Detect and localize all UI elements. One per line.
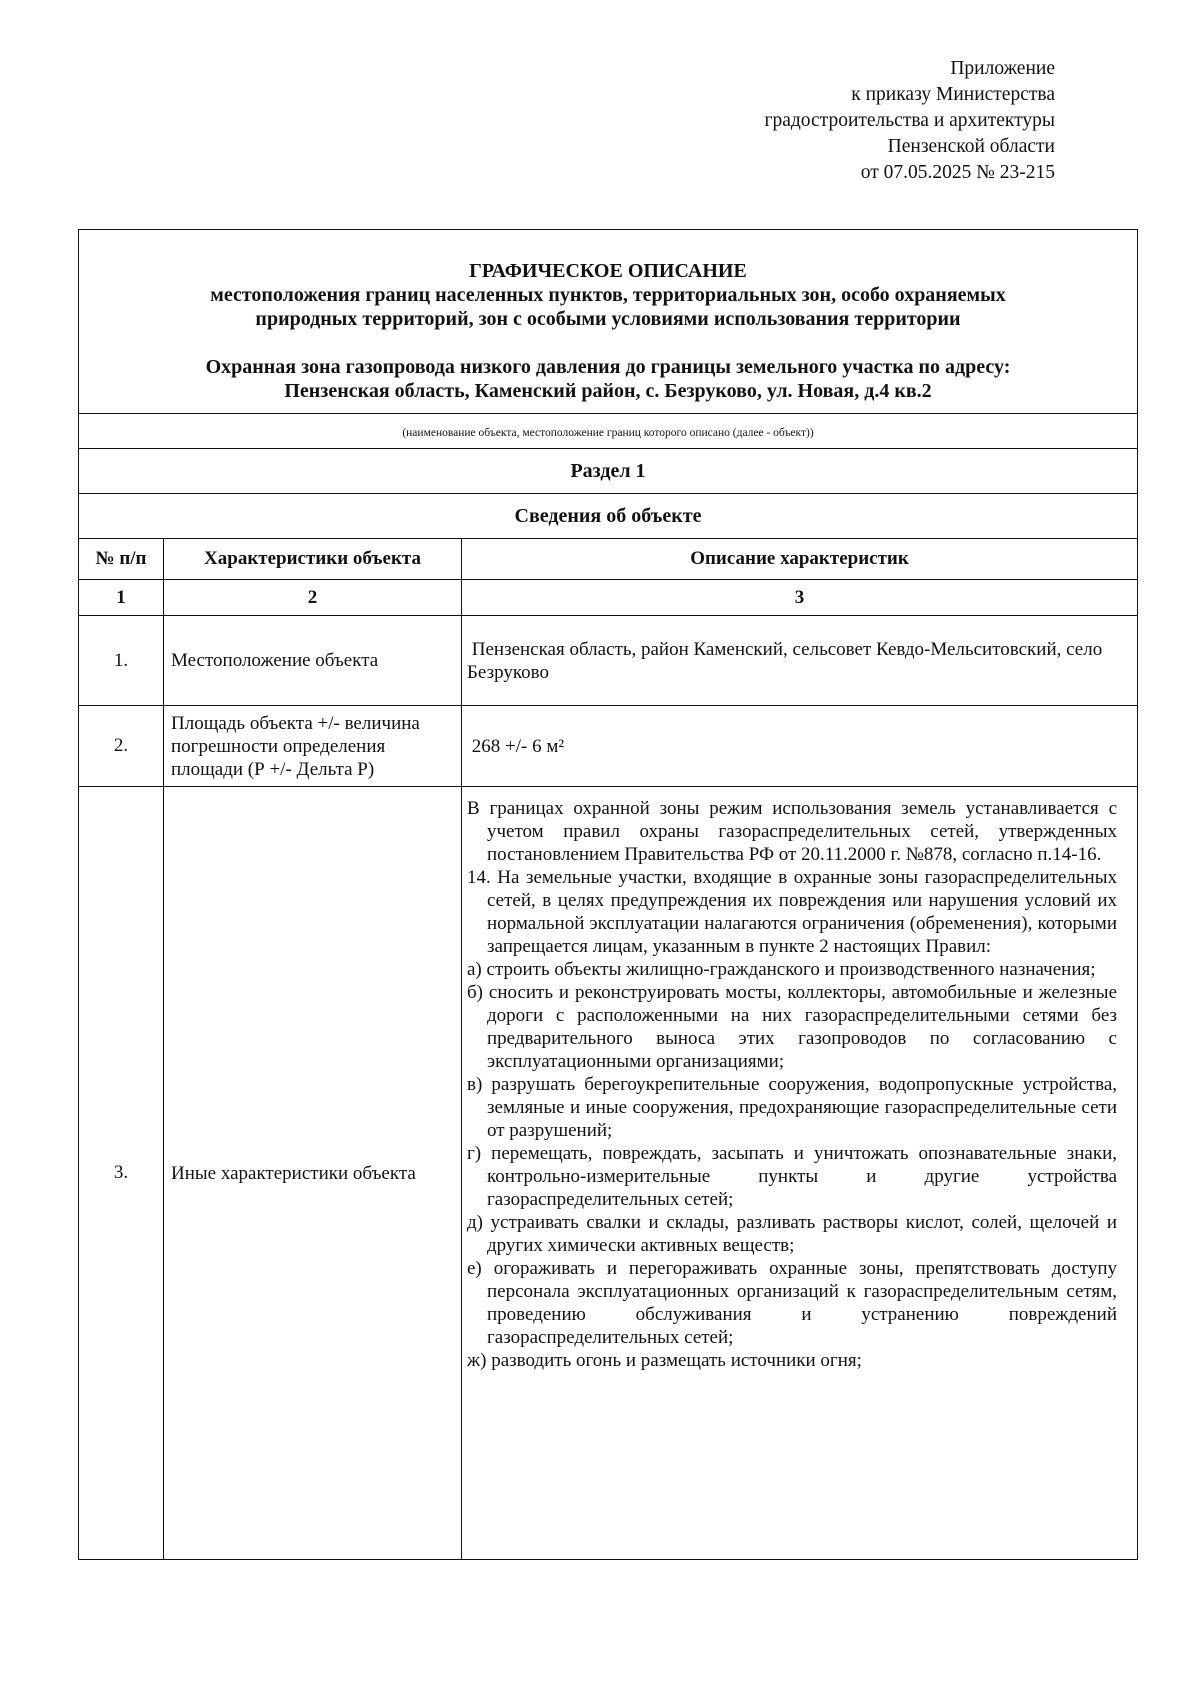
appendix-line: к приказу Министерства xyxy=(851,84,1055,105)
row-characteristic: Местоположение объекта xyxy=(164,616,462,706)
row-number: 2. xyxy=(79,706,164,787)
table-row xyxy=(79,706,1138,787)
column-number: 3 xyxy=(462,580,1138,616)
object-note: (наименование объекта, местоположение границ которого описано (далее - объект)) xyxy=(79,414,1138,449)
restriction-paragraph: е) огораживать и перегораживать охранные зоны, препятствовать доступу персонала эксплуатационных организаций к газораспределительным сетям, проведению обслуживания и устранению повреждений газораспределительных сетей; xyxy=(467,1258,1117,1348)
document-subtitle-line: природных территорий, зон с особыми условиями использования территории xyxy=(255,308,961,330)
appendix-line: градостроительства и архитектуры xyxy=(764,110,1055,131)
restriction-paragraph: 14. На земельные участки, входящие в охранные зоны газораспределительных сетей, в целях предупреждения их повреждения или нарушения условий их нормальной эксплуатации налагаются ограничения (обременения), которыми запрещается лицам, указанным в пункте 2 настоящих Правил: xyxy=(467,867,1117,957)
column-number: 1 xyxy=(79,580,164,616)
appendix-line: Приложение xyxy=(950,58,1055,79)
restriction-paragraph: В границах охранной зоны режим использования земель устанавливается с учетом правил охраны газораспределительных сетей, утвержденных постановлением Правительства РФ от 20.11.2000 г. №878, согласно п.14-16. xyxy=(467,798,1117,865)
restriction-paragraph: б) сносить и реконструировать мосты, коллекторы, автомобильные и железные дороги с расположенными на них газораспределительными сетями без предварительного выноса этих газопроводов по согласованию с эксплуатационными организациями; xyxy=(467,982,1117,1072)
column-number-row xyxy=(79,580,1138,616)
table-row xyxy=(79,616,1138,706)
section-subtitle: Сведения об объекте xyxy=(79,494,1138,539)
appendix-line: Пензенской области xyxy=(887,136,1055,157)
row-description xyxy=(462,787,1138,1560)
column-number: 2 xyxy=(164,580,462,616)
document-subtitle-line: местоположения границ населенных пунктов, территориальных зон, особо охраняемых xyxy=(210,284,1006,306)
row-characteristic: Площадь объекта +/- величина погрешности определения площади (Р +/- Дельта Р) xyxy=(164,706,462,787)
description-table xyxy=(78,229,1138,1560)
table-row xyxy=(79,787,1138,1560)
appendix-line: от 07.05.2025 № 23-215 xyxy=(860,162,1055,183)
row-characteristic: Иные характеристики объекта xyxy=(164,787,462,1560)
restriction-paragraph: а) строить объекты жилищно-гражданского и производственного назначения; xyxy=(467,959,1096,980)
row-number: 3. xyxy=(79,787,164,1560)
restriction-paragraph: в) разрушать берегоукрепительные сооружения, водопропускные устройства, земляные и иные сооружения, предохраняющие газораспределительные сети от разрушений; xyxy=(467,1074,1117,1141)
object-name-line: Пензенская область, Каменский район, с. Безруково, ул. Новая, д.4 кв.2 xyxy=(284,380,932,402)
restriction-paragraph: ж) разводить огонь и размещать источники огня; xyxy=(467,1350,862,1371)
row-number: 1. xyxy=(79,616,164,706)
column-header-description: Описание характеристик xyxy=(462,539,1138,580)
appendix-block xyxy=(764,56,1055,186)
column-header-number: № п/п xyxy=(79,539,164,580)
restriction-paragraph: г) перемещать, повреждать, засыпать и уничтожать опознавательные знаки, контрольно-измерительные пункты и другие устройства газораспределительных сетей; xyxy=(467,1143,1117,1210)
section-title: Раздел 1 xyxy=(79,449,1138,494)
object-name-line: Охранная зона газопровода низкого давления до границы земельного участка по адресу: xyxy=(205,356,1011,378)
document-title: ГРАФИЧЕСКОЕ ОПИСАНИЕ xyxy=(469,260,747,282)
row-description: 268 +/- 6 м² xyxy=(462,706,1138,787)
column-header-row xyxy=(79,539,1138,580)
document-header xyxy=(79,230,1138,414)
row-description: Пензенская область, район Каменский, сельсовет Кевдо-Мельситовский, село Безруково xyxy=(462,616,1138,706)
restriction-paragraph: д) устраивать свалки и склады, разливать растворы кислот, солей, щелочей и других химически активных веществ; xyxy=(467,1212,1117,1256)
column-header-characteristic: Характеристики объекта xyxy=(164,539,462,580)
